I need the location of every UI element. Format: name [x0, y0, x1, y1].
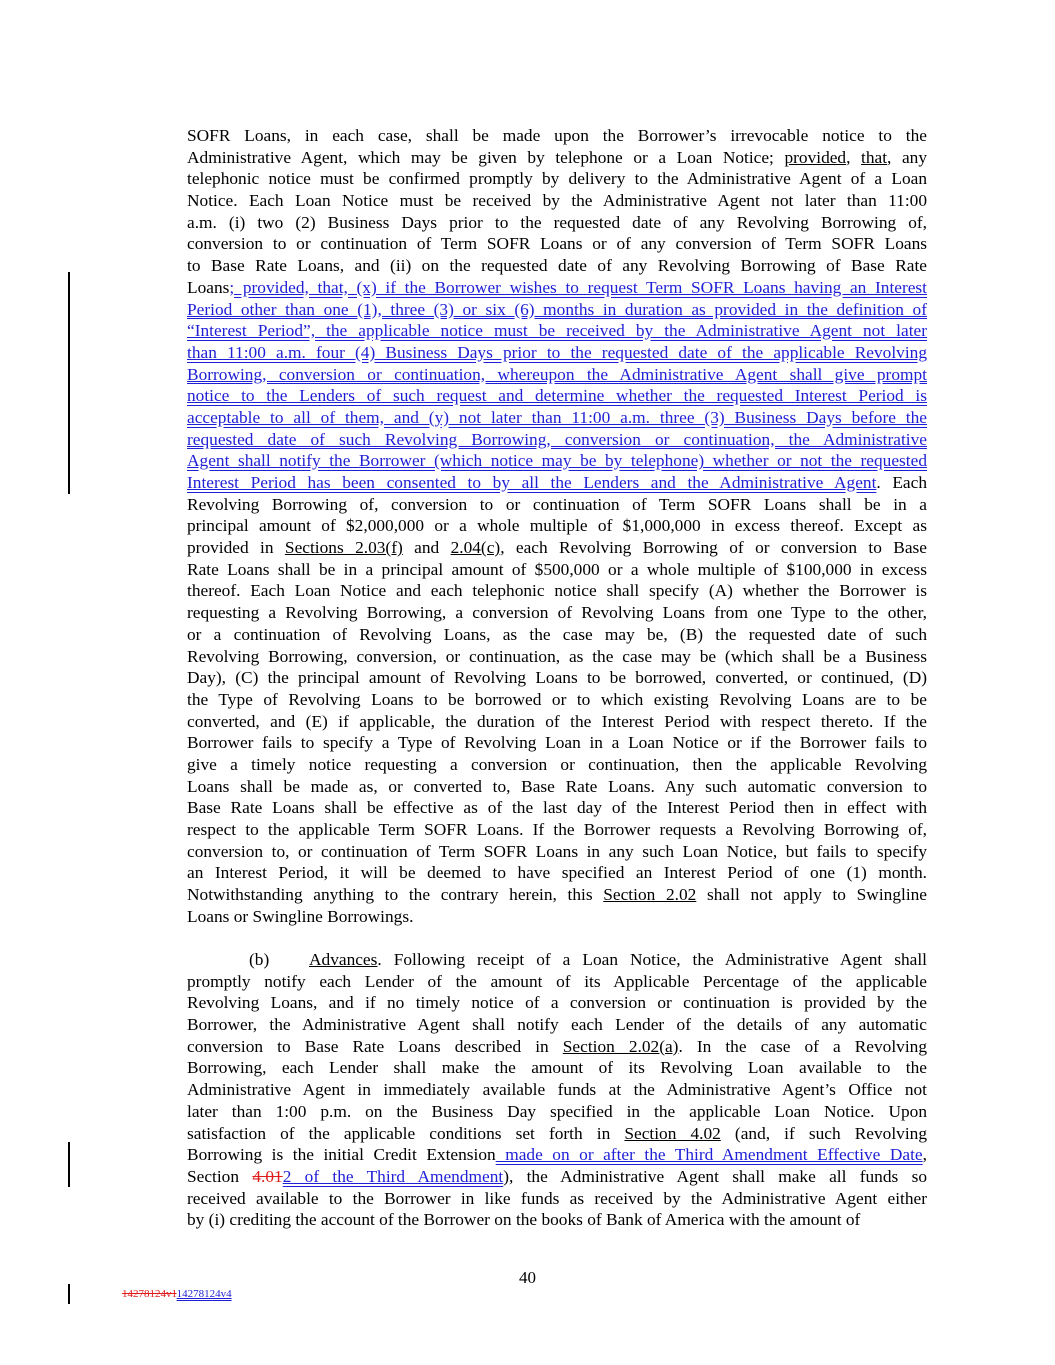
text-line	[187, 299, 927, 321]
text-run: Borrowing is the initial Credit Extension	[187, 1145, 496, 1165]
text-run: principal amount of $2,000,000 or a whole multiple of $1,000,000 in excess thereof. Except as	[187, 516, 927, 536]
text-line	[187, 689, 927, 711]
text-line	[187, 429, 927, 451]
text-run: conversion to, or continuation of Term SOFR Loans in any such Loan Notice, but fails to specify	[187, 841, 927, 861]
text-run: later than 1:00 p.m. on the Business Day specified in the applicable Loan Notice. Upon	[187, 1101, 927, 1121]
text-line	[187, 667, 927, 689]
text-run: , each Revolving Borrowing of or conversion to Base	[500, 538, 927, 558]
page-number: 40	[519, 1268, 536, 1287]
underlined-reference: Sections 2.03(f)	[284, 538, 403, 558]
change-bar-insertion-b	[68, 1142, 70, 1187]
underlined-reference: that	[861, 147, 888, 167]
text-run: provided in	[187, 538, 285, 558]
text-run: satisfaction of the applicable conditions set forth in	[187, 1123, 625, 1143]
text-line	[187, 624, 927, 646]
text-line	[187, 819, 927, 841]
text-line	[187, 342, 927, 364]
text-run: Day), (C) the principal amount of Revolving Loans to be borrowed, converted, or continued, (D)	[187, 668, 927, 688]
deleted-text: 4.01	[252, 1166, 283, 1186]
inserted-text: requested date of such Revolving Borrowing, conversion or continuation, the Administrative	[187, 429, 927, 449]
text-run: Base Rate Loans shall be effective as of the last day of the Interest Period then in effect with	[187, 798, 927, 818]
text-line	[187, 732, 927, 754]
text-line	[187, 776, 927, 798]
text-run: ,	[846, 147, 862, 167]
text-line	[187, 450, 927, 472]
text-run: . Following receipt of a Loan Notice, the Administrative Agent shall	[377, 950, 927, 969]
text-run: Loans	[187, 277, 230, 297]
text-run: Notwithstanding anything to the contrary herein, this	[187, 885, 604, 905]
text-line	[187, 992, 927, 1014]
text-line	[187, 1144, 927, 1166]
underlined-reference: Section 2.02(a)	[562, 1036, 679, 1056]
text-run: Borrower fails to specify a Type of Revolving Loan in a Loan Notice or if the Borrower fails to	[187, 733, 927, 753]
text-run: Loans or Swingline Borrowings.	[187, 906, 414, 926]
text-line	[187, 971, 927, 993]
text-run: Section	[187, 1166, 253, 1186]
text-line	[187, 1036, 927, 1058]
inserted-text: Borrowing, conversion or continuation, whereupon the Administrative Agent shall give prompt	[187, 364, 927, 384]
text-line	[187, 646, 927, 668]
text-run: Borrowing, each Lender shall make the amount of its Revolving Loan available to the	[187, 1058, 927, 1078]
text-line	[187, 906, 927, 928]
text-line	[187, 1166, 927, 1188]
change-bar-insertion-a	[68, 272, 70, 494]
text-run: an Interest Period, it will be deemed to have specified an Interest Period of one (1) month.	[187, 863, 927, 883]
text-run: (and, if such Revolving	[720, 1123, 927, 1143]
text-line	[187, 1057, 927, 1079]
text-run: Revolving Borrowing, conversion, or continuation, as the case may be (which shall be a Business	[187, 646, 927, 666]
text-line	[187, 233, 927, 255]
text-line	[187, 407, 927, 429]
text-line	[187, 1101, 927, 1123]
text-run: Rate Loans shall be in a principal amount of $500,000 or a whole multiple of $100,000 in excess	[187, 559, 927, 579]
inserted-text: “Interest Period”, the applicable notice must be received by the Administrative Agent not later	[187, 321, 927, 341]
text-run: Notice. Each Loan Notice must be received by the Administrative Agent not later than 11:00	[187, 191, 927, 211]
text-line	[187, 1123, 927, 1145]
text-run: Revolving Loans, and if no timely notice of a conversion or continuation is provided by the	[187, 993, 927, 1013]
inserted-text: Agent shall notify the Borrower (which notice may be by telephone) whether or not the requested	[187, 451, 927, 471]
text-run: . Each	[876, 473, 927, 492]
text-line	[187, 472, 927, 494]
inserted-text: made on or after the Third Amendment Effective Date	[495, 1145, 923, 1165]
paragraph-b	[187, 949, 927, 1231]
inserted-text: acceptable to all of them, and (y) not later than 11:00 a.m. three (3) Business Days before the	[187, 407, 927, 427]
underlined-reference: provided	[784, 147, 847, 167]
text-run: received available to the Borrower in like funds as received by the Administrative Agent either	[187, 1188, 927, 1208]
inserted-text: 2 of the Third Amendment	[282, 1166, 504, 1186]
text-line	[187, 711, 927, 733]
text-run: ), the Administrative Agent shall make all funds so	[503, 1166, 927, 1186]
text-run: telephonic notice must be confirmed promptly by delivery to the Administrative Agent of a Loan	[187, 169, 927, 189]
text-run: conversion to Base Rate Loans described in	[187, 1036, 563, 1056]
text-run: converted, and (E) if applicable, the duration of the Interest Period with respect thereto. If the	[187, 711, 927, 731]
text-line	[187, 754, 927, 776]
paragraph-heading: Advances	[309, 950, 378, 969]
text-line	[187, 1014, 927, 1036]
text-line	[187, 147, 927, 169]
text-line	[187, 1188, 927, 1210]
text-line	[187, 862, 927, 884]
text-run: Revolving Borrowing of, conversion to or continuation of Term SOFR Loans shall be in a	[187, 494, 927, 514]
text-line	[187, 385, 927, 407]
text-run: shall not apply to Swingline	[696, 885, 928, 905]
underlined-reference: 2.04(c)	[450, 538, 501, 558]
inserted-text: notice to the Lenders of such request and determine whether the requested Interest Period is	[187, 386, 927, 406]
text-line	[187, 1209, 927, 1231]
text-line	[187, 559, 927, 581]
text-line	[187, 841, 927, 863]
text-line	[187, 949, 927, 971]
text-run: by (i) crediting the account of the Borrower on the books of Bank of America with the amount of	[187, 1210, 861, 1230]
text-line	[187, 515, 927, 537]
text-line	[187, 277, 927, 299]
text-run: . In the case of a Revolving	[678, 1036, 927, 1056]
text-line	[187, 1079, 927, 1101]
inserted-text: than 11:00 a.m. four (4) Business Days prior to the requested date of the applicable Revolving	[187, 342, 927, 362]
text-line	[187, 537, 927, 559]
text-run: to Base Rate Loans, and (ii) on the requested date of any Revolving Borrowing of Base Rate	[187, 256, 927, 276]
text-run: Loans shall be made as, or converted to, Base Rate Loans. Any such automatic conversion to	[187, 776, 927, 796]
text-line	[187, 320, 927, 342]
text-run: Administrative Agent, which may be given by telephone or a Loan Notice;	[187, 147, 785, 167]
text-line	[187, 494, 927, 516]
text-run: or a continuation of Revolving Loans, as the case may be, (B) the requested date of such	[187, 624, 927, 644]
paragraph-a	[187, 125, 927, 927]
text-line	[187, 580, 927, 602]
document-id-deleted: 14278124v1	[122, 1288, 177, 1300]
text-run: requesting a Revolving Borrowing, a conversion of Revolving Loans from one Type to the other,	[187, 603, 927, 623]
text-run: Administrative Agent in immediately available funds at the Administrative Agent’s Office not	[187, 1080, 927, 1100]
text-line	[187, 125, 927, 147]
text-run: , any	[887, 147, 927, 167]
text-run: conversion to or continuation of Term SOFR Loans or of any conversion of Term SOFR Loans	[187, 234, 927, 254]
text-run: give a timely notice requesting a conversion or continuation, then the applicable Revolving	[187, 754, 927, 774]
text-line	[187, 602, 927, 624]
paragraph-label: (b)	[249, 950, 270, 969]
text-run: a.m. (i) two (2) Business Days prior to the requested date of any Revolving Borrowing of,	[187, 212, 927, 232]
text-run: ,	[922, 1145, 927, 1165]
document-id-inserted: 14278124v4	[176, 1288, 232, 1300]
text-line	[187, 255, 927, 277]
text-run: thereof. Each Loan Notice and each telephonic notice shall specify (A) whether the Borrower is	[187, 581, 927, 601]
text-run: promptly notify each Lender of the amount of its Applicable Percentage of the applicable	[187, 971, 927, 991]
text-line	[187, 797, 927, 819]
underlined-reference: Section 4.02	[624, 1123, 721, 1143]
text-line	[187, 884, 927, 906]
document-id	[122, 1288, 232, 1300]
text-line	[187, 212, 927, 234]
text-run: SOFR Loans, in each case, shall be made upon the Borrower’s irrevocable notice to the	[187, 126, 927, 145]
text-run: and	[402, 538, 451, 558]
text-run: the Type of Revolving Loans to be borrowed or to which existing Revolving Loans are to be	[187, 689, 927, 709]
inserted-text: Period other than one (1), three (3) or six (6) months in duration as provided in the definition of	[187, 299, 927, 319]
underlined-reference: Section 2.02	[603, 885, 697, 905]
text-run: Borrower, the Administrative Agent shall notify each Lender of the details of any automatic	[187, 1015, 927, 1035]
inserted-text: Interest Period has been consented to by all the Lenders and the Administrative Agent	[187, 473, 877, 492]
text-line	[187, 364, 927, 386]
text-line	[187, 168, 927, 190]
text-run: respect to the applicable Term SOFR Loans. If the Borrower requests a Revolving Borrowing of,	[187, 820, 927, 839]
inserted-text: ; provided, that, (x) if the Borrower wishes to request Term SOFR Loans having an Interest	[229, 277, 927, 297]
text-line	[187, 190, 927, 212]
